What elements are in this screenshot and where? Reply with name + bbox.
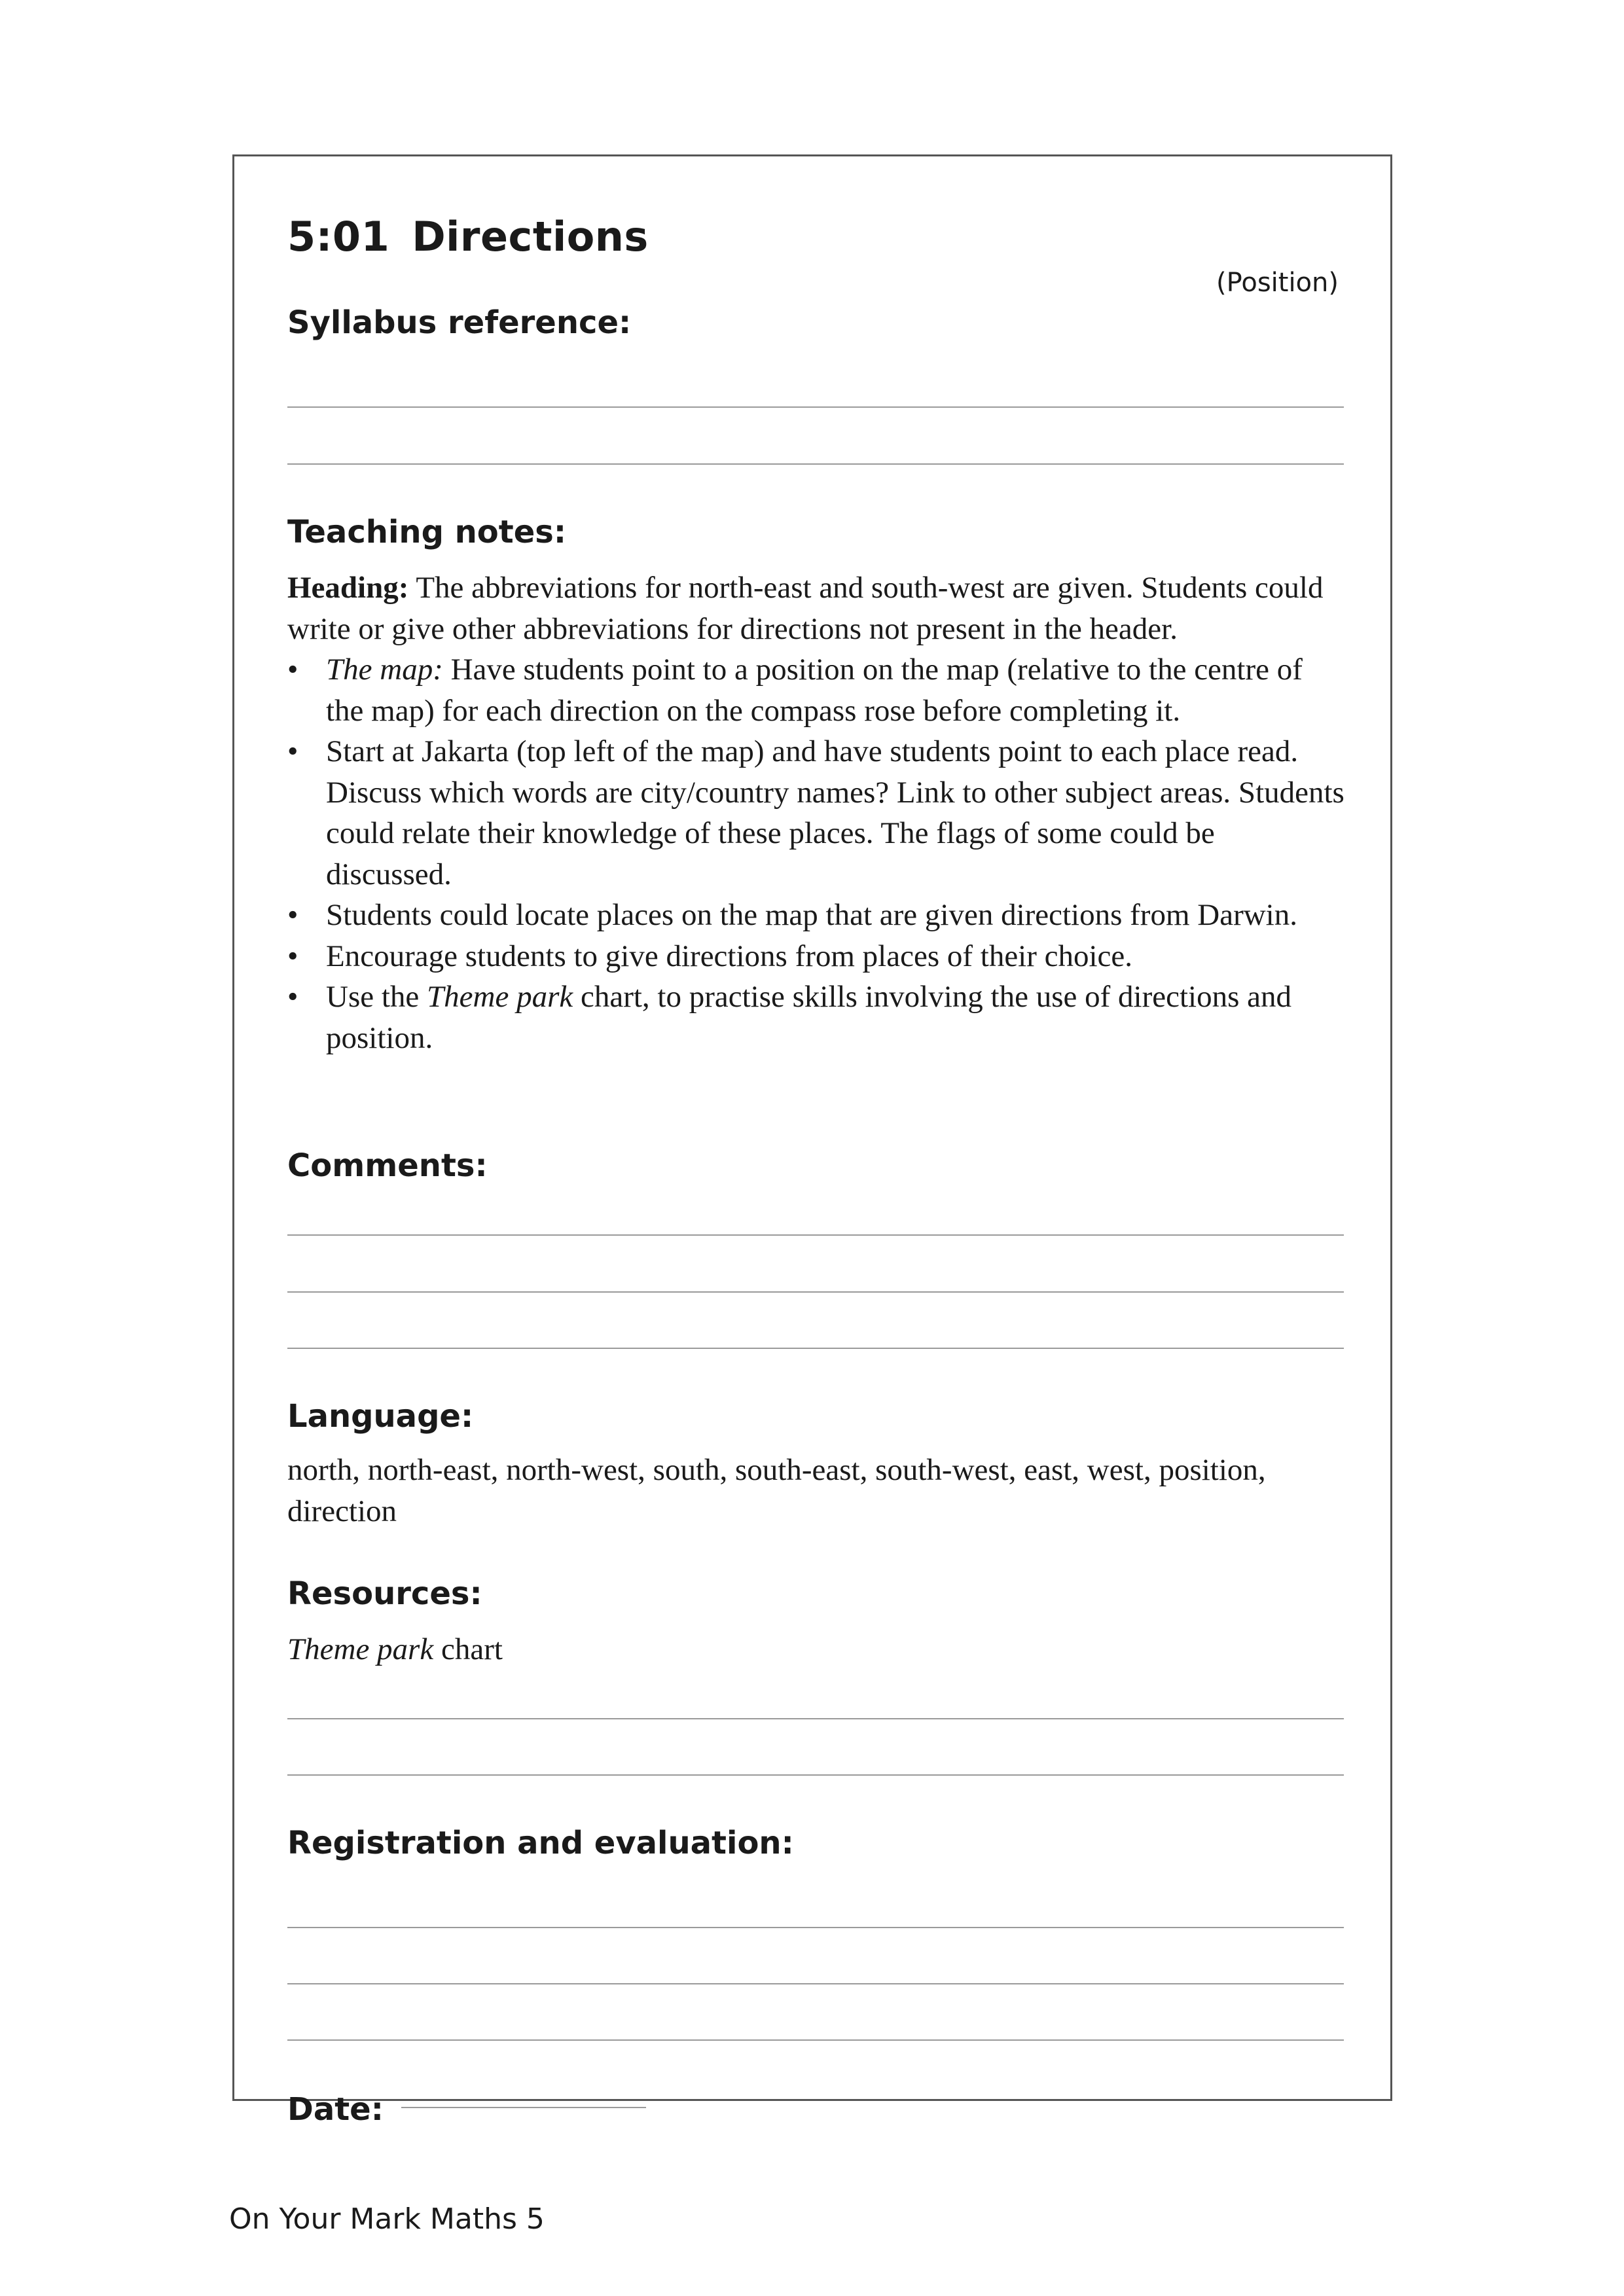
list-item-text: Encourage students to give directions from places of their choice. [326, 939, 1133, 973]
heading-note-text: The abbreviations for north-east and south-west are given. Students could write or give other abbreviations for directions not present in the header. [287, 571, 1324, 646]
list-item-text: Use the [326, 980, 427, 1014]
comments-line-3[interactable] [287, 1348, 1344, 1349]
heading-note-label: Heading: [287, 571, 409, 605]
registration-line-2[interactable] [287, 1983, 1344, 1984]
list-item [287, 936, 1348, 977]
teaching-notes-list [287, 649, 1348, 1058]
language-text: north, north-east, north-west, south, south-east, south-west, east, west, position, direction [287, 1453, 1266, 1528]
lesson-title: Directions [412, 213, 649, 260]
page-title [287, 213, 649, 260]
teaching-notes-heading: Teaching notes: [287, 514, 567, 550]
lesson-number: 5:01 [287, 213, 390, 260]
date-label: Date: [287, 2091, 384, 2128]
syllabus-line-2[interactable] [287, 463, 1344, 465]
heading-note [287, 567, 1348, 649]
resources-text [287, 1629, 1348, 1670]
list-item-text: Students could locate places on the map that are given directions from Darwin. [326, 898, 1297, 932]
syllabus-heading: Syllabus reference: [287, 304, 632, 341]
list-item [287, 895, 1348, 936]
resources-heading: Resources: [287, 1575, 482, 1612]
language-heading: Language: [287, 1398, 474, 1435]
resources-line-1[interactable] [287, 1718, 1344, 1719]
comments-line-2[interactable] [287, 1291, 1344, 1293]
resources-italic: Theme park [287, 1632, 434, 1666]
teaching-notes-body [287, 567, 1348, 1058]
comments-heading: Comments: [287, 1147, 488, 1184]
syllabus-line-1[interactable] [287, 406, 1344, 408]
list-item-text: Start at Jakarta (top left of the map) and have students point to each place read. Discuss which words are city/country names? Link to other subject areas. Students could relate their knowledge of these places. The flags of some could be discussed. [326, 734, 1344, 891]
resources-line-2[interactable] [287, 1774, 1344, 1776]
worksheet-frame [232, 154, 1392, 2128]
list-item-italic: Theme park [427, 980, 573, 1014]
list-item-text: Have students point to a position on the map (relative to the centre of the map) for each direction on the compass rose before completing it. [326, 653, 1303, 728]
registration-line-1[interactable] [287, 1927, 1344, 1928]
resources-plain: chart [433, 1632, 503, 1666]
list-item [287, 977, 1348, 1058]
date-field[interactable] [401, 2107, 646, 2108]
list-item [287, 731, 1348, 895]
list-item-italic: The map: [326, 653, 443, 687]
registration-line-3[interactable] [287, 2039, 1344, 2041]
page-footer: On Your Mark Maths 5 [229, 2202, 545, 2236]
position-tag: (Position) [1216, 268, 1339, 298]
registration-heading: Registration and evaluation: [287, 1825, 794, 1861]
list-item [287, 649, 1348, 731]
comments-line-1[interactable] [287, 1234, 1344, 1236]
list-item-text: chart, to practise skills involving the use of directions and position. [326, 980, 1291, 1055]
